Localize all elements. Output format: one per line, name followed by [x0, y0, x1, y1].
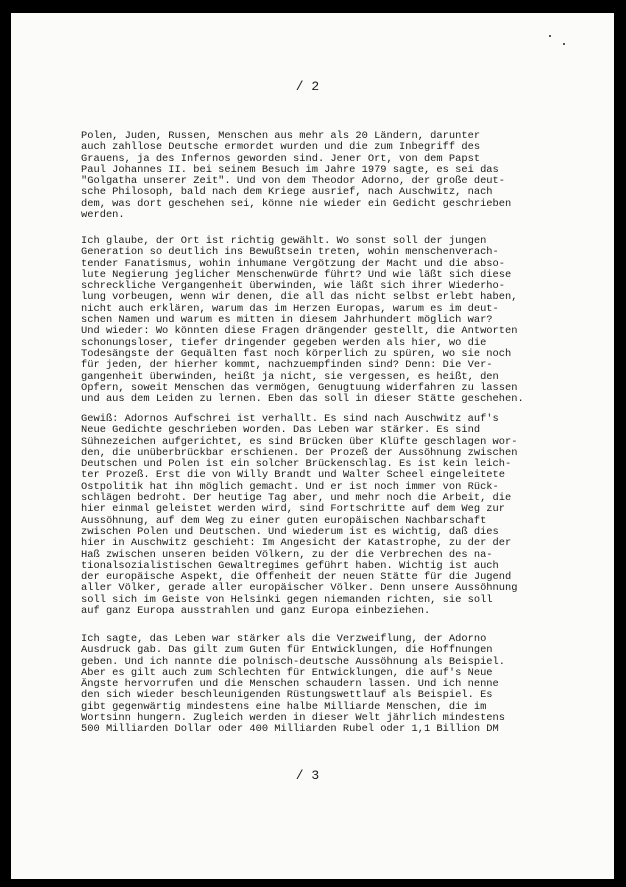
- text-line: der europäische Aspekt, die Offenheit der neuen Stätte für die Jugend: [81, 571, 512, 584]
- text-line: Todesängste der Gequälten fast noch körperlich zu spüren, wo sie noch: [81, 347, 512, 360]
- text-line: Und wieder: Wo könnten diese Fragen drängender gestellt, die Antworten: [81, 325, 518, 338]
- text-line: schonungsloser, tiefer dringender gegeben werden als hier, wo die: [81, 336, 487, 349]
- text-line: und aus dem Leiden zu lernen. Eben das soll in dieser Stätte geschehen.: [81, 393, 524, 406]
- body-text: [81, 414, 581, 617]
- text-line: gibt gegenwärtig mindestens eine halbe Milliarde Menschen, die im: [81, 700, 487, 713]
- text-line: "Golgatha unserer Zeit". Und von dem Theodor Adorno, der große deut-: [81, 175, 506, 188]
- text-line: schreckliche Vergangenheit überwinden, wie läßt sich ihrer Wiederho-: [81, 280, 506, 293]
- text-line: den, die unüberbrückbar erschienen. Der Prozeß der Aussöhnung zwischen: [81, 446, 518, 459]
- text-line: tionalsozialistischen Gewaltregimes geführt haben. Wichtig ist auch: [81, 559, 499, 572]
- paragraph: [81, 131, 581, 221]
- text-line: Polen, Juden, Russen, Menschen aus mehr als 20 Ländern, darunter: [81, 130, 481, 142]
- paragraph: [81, 236, 581, 405]
- text-line: tender Fanatismus, wohin inhumane Vergötzung der Macht und die abso-: [81, 257, 506, 270]
- text-line: Generation so deutlich ins Bewußtsein treten, wohin menschenverach-: [81, 246, 499, 259]
- paragraph: [81, 634, 581, 736]
- text-line: ter Prozeß. Erst die von Willy Brandt und Walter Scheel eingeleitete: [81, 469, 506, 482]
- document-page: [11, 13, 614, 879]
- text-line: zwischen Polen und Deutschen. Und wiederum ist es wichtig, daß dies: [81, 525, 499, 538]
- text-line: Ich sagte, das Leben war stärker als die Verzweiflung, der Adorno: [81, 633, 487, 645]
- text-line: Aber es gilt auch zum Schlechten für Entwicklungen, die auf's Neue: [81, 666, 493, 679]
- text-line: Haß zwischen unseren beiden Völkern, zu der die Verbrechen des na-: [81, 548, 493, 561]
- scan-speck: [563, 43, 565, 45]
- text-line: soll sich im Geiste von Helsinki gegen niemanden richten, sie soll: [81, 593, 493, 606]
- text-line: gangenheit überwinden, heißt ja nicht, sie vergessen, es heißt, den: [81, 370, 499, 383]
- text-line: dem, was dort geschehen sei, könne nie wieder ein Gedicht geschrieben: [81, 197, 512, 210]
- text-line: Grauens, ja des Infernos geworden sind. Jener Ort, von dem Papst: [81, 152, 481, 165]
- text-line: auch zahllose Deutsche ermordet wurden und die zum Inbegriff des: [81, 141, 481, 154]
- body-text: [81, 236, 581, 405]
- text-line: aller Völker, gerade aller europäischer Völker. Denn unsere Aussöhnung: [81, 582, 518, 595]
- paragraph: [81, 414, 581, 617]
- text-line: hier in Auschwitz geschieht: Im Angesicht der Katastrophe, zu der der: [81, 537, 512, 550]
- page-number-footer: / 3: [295, 768, 320, 783]
- text-line: Ich glaube, der Ort ist richtig gewählt. Wo sonst soll der jungen: [81, 235, 487, 247]
- text-line: Ängste hervorrufen und die Menschen schaudern lassen. Und ich nenne: [81, 678, 499, 691]
- text-line: lute Negierung jeglicher Menschenwürde führt? Und wie läßt sich diese: [81, 268, 512, 281]
- text-line: schlägen bedroht. Der heutige Tag aber, und mehr noch die Arbeit, die: [81, 492, 512, 505]
- text-line: Deutschen und Polen ist ein solcher Brückenschlag. Es ist kein leich-: [81, 458, 512, 471]
- text-line: Paul Johannes II. bei seinem Besuch im Jahre 1979 sagte, es sei das: [81, 163, 499, 176]
- text-line: werden.: [81, 209, 125, 222]
- scan-speck: [549, 35, 551, 37]
- text-line: Opfern, soweit Menschen das vermögen, Genugtuung widerfahren zu lassen: [81, 381, 518, 394]
- body-text: [81, 131, 581, 221]
- text-line: geben. Und ich nannte die polnisch-deutsche Aussöhnung als Beispiel.: [81, 655, 506, 668]
- text-line: Ausdruck gab. Das gilt zum Guten für Entwicklungen, die Hoffnungen: [81, 644, 493, 657]
- text-line: auf ganz Europa ausstrahlen und ganz Europa einbeziehen.: [81, 605, 431, 618]
- text-line: hier einmal geleistet werden wird, sind Fortschritte auf dem Weg zur: [81, 503, 506, 516]
- text-line: Sühnezeichen aufgerichtet, es sind Brücken über Klüfte geschlagen wor-: [81, 435, 518, 448]
- text-line: Gewiß: Adornos Aufschrei ist verhallt. Es sind nach Auschwitz auf's: [81, 413, 499, 425]
- text-line: Ostpolitik hat ihn möglich gemacht. Und er ist noch immer von Rück-: [81, 480, 499, 493]
- text-line: sche Philosoph, bald nach dem Kriege ausrief, nach Auschwitz, nach: [81, 186, 493, 199]
- text-line: 500 Milliarden Dollar oder 400 Milliarden Rubel oder 1,1 Billion DM: [81, 723, 499, 736]
- text-line: Neue Gedichte geschrieben worden. Das Leben war stärker. Es sind: [81, 424, 481, 437]
- text-line: den sich wieder beschleunigenden Rüstungswettlauf als Beispiel. Es: [81, 689, 493, 702]
- text-line: lung vorbeugen, wenn wir denen, die all das nicht selbst erlebt haben,: [81, 291, 518, 304]
- text-line: für jeden, der hierher kommt, nachzuempfinden sind? Denn: Die Ver-: [81, 359, 493, 372]
- text-line: Aussöhnung, auf dem Weg zu einer guten europäischen Nachbarschaft: [81, 514, 487, 527]
- text-line: schen Namen und warum es mitten in diesem Jahrhundert möglich war?: [81, 314, 493, 327]
- body-text: [81, 634, 581, 736]
- text-line: Wortsinn hungern. Zugleich werden in dieser Welt jährlich mindestens: [81, 712, 506, 725]
- page-number-header: / 2: [295, 79, 320, 94]
- text-line: nicht auch erklären, warum das im Herzen Europas, warum es im deut-: [81, 302, 499, 315]
